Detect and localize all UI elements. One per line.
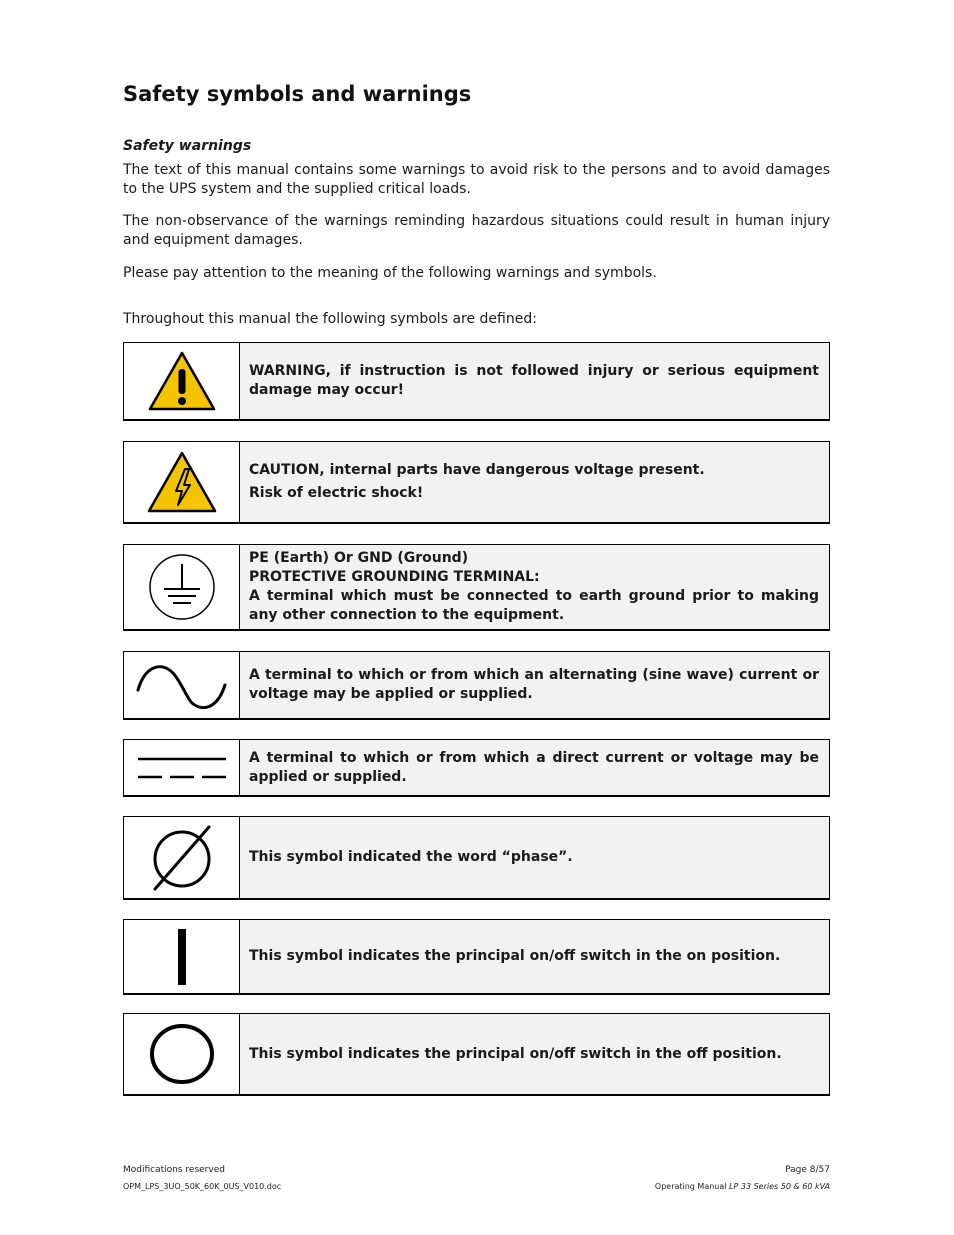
footer-manual-title: [655, 1182, 830, 1191]
symbol-description: [240, 740, 829, 795]
symbol-description: [240, 1014, 829, 1094]
phase-icon: [147, 823, 217, 893]
description-line: A terminal to which or from which a direct current or voltage may be applied or supplied.: [249, 749, 819, 785]
symbol-row-on: [123, 919, 830, 995]
paragraph: The non-observance of the warnings reminding hazardous situations could result in human injury and equipment damages.: [123, 213, 830, 248]
high-voltage-icon: [146, 450, 218, 514]
footer-page-number: Page 8/57: [785, 1165, 830, 1175]
symbol-cell: [124, 817, 240, 898]
section-subheading: Safety warnings: [123, 138, 252, 154]
symbol-cell: [124, 442, 240, 522]
description-line: Risk of electric shock!: [249, 485, 424, 501]
footer-filename: OPM_LPS_3UO_50K_60K_0US_V010.doc: [123, 1182, 282, 1191]
symbol-cell: [124, 740, 240, 795]
paragraph: The text of this manual contains some warnings to avoid risk to the persons and to avoid damages to the UPS system and the supplied critical loads.: [123, 162, 830, 197]
description-line: This symbol indicates the principal on/off switch in the off position.: [249, 1045, 782, 1062]
symbol-row-ac: [123, 651, 830, 720]
direct-current-icon: [136, 753, 228, 783]
description-line: PROTECTIVE GROUNDING TERMINAL:: [249, 569, 540, 585]
symbol-cell: [124, 545, 240, 629]
paragraph: Throughout this manual the following symbols are defined:: [123, 311, 537, 327]
symbol-row-ground: [123, 544, 830, 631]
sine-wave-icon: [135, 658, 229, 712]
description-line: This symbol indicates the principal on/off switch in the on position.: [249, 948, 781, 964]
description-line: A terminal to which or from which an alternating (sine wave) current or voltage may be applied or supplied.: [249, 667, 819, 702]
ground-icon: [147, 552, 217, 622]
description-line: A terminal which must be connected to earth ground prior to making any other connection to the equipment.: [249, 588, 819, 623]
warning-triangle-icon: [147, 350, 217, 412]
symbol-row-warning: [123, 342, 830, 421]
description-line: PE (Earth) Or GND (Ground): [249, 550, 469, 566]
footer-modifications: Modifications reserved: [123, 1165, 225, 1175]
symbol-description: [240, 920, 829, 993]
page-title: Safety symbols and warnings: [123, 82, 472, 106]
symbol-description: [240, 442, 829, 522]
description-line: WARNING, if instruction is not followed injury or serious equipment damage may occur!: [249, 363, 819, 398]
symbol-description: [240, 652, 829, 718]
description-line: This symbol indicated the word “phase”.: [249, 849, 573, 865]
symbol-cell: [124, 920, 240, 993]
symbol-cell: [124, 652, 240, 718]
symbol-row-off: [123, 1013, 830, 1096]
description-line: CAUTION, internal parts have dangerous voltage present.: [249, 462, 705, 478]
symbol-description: [240, 817, 829, 898]
footer-manual-prefix: Operating Manual: [654, 1182, 730, 1191]
footer-manual-series: LP 33 Series 50 & 60 kVA: [729, 1182, 830, 1191]
power-on-icon: [172, 925, 192, 989]
symbol-cell: [124, 343, 240, 419]
symbol-row-caution: [123, 441, 830, 524]
symbol-row-dc: [123, 739, 830, 797]
symbol-cell: [124, 1014, 240, 1094]
symbol-description: [240, 343, 829, 419]
symbol-row-phase: [123, 816, 830, 900]
paragraph: Please pay attention to the meaning of the following warnings and symbols.: [123, 265, 657, 281]
power-off-icon: [147, 1021, 217, 1087]
symbol-description: [240, 545, 829, 629]
